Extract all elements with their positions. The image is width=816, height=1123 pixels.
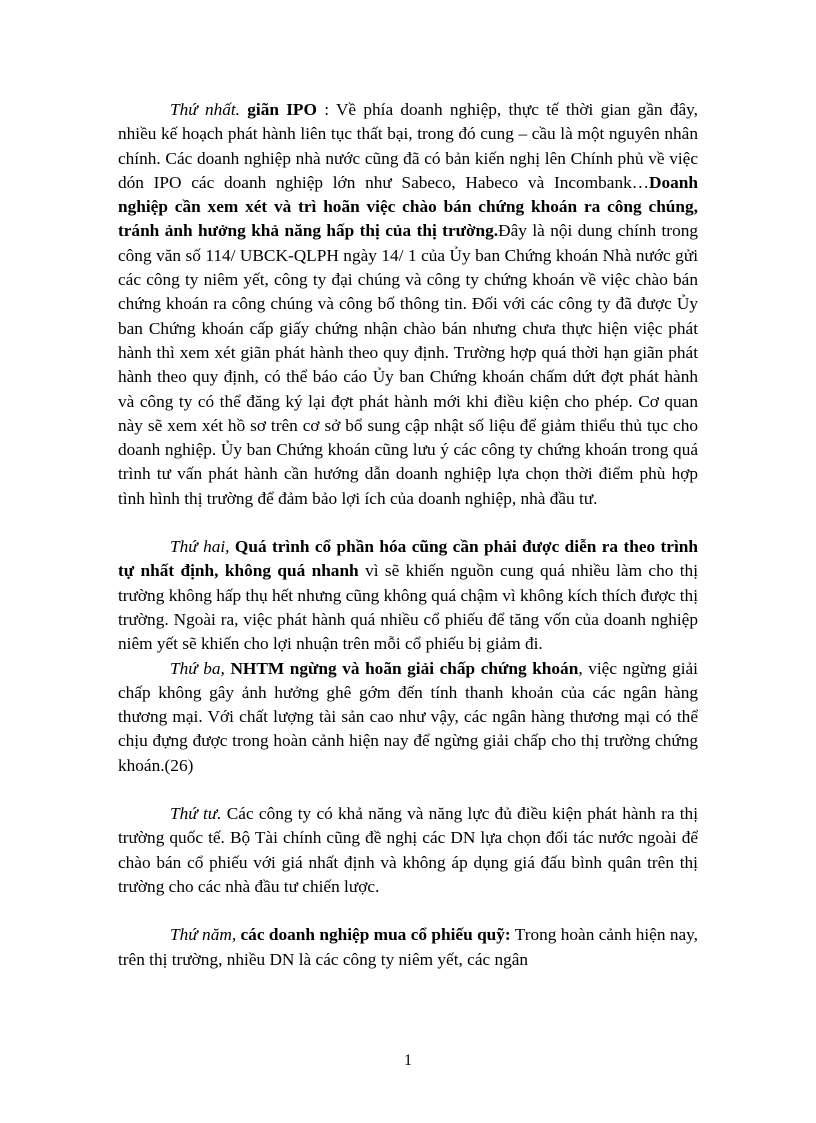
emphasis-text: Quá trình cổ phần hóa cũng cần phải được diễn ra theo trình tự nhất định, không quá nhanh — [118, 537, 698, 581]
document-body — [118, 98, 698, 972]
emphasis-text: Doanh nghiệp cần xem xét và trì hoãn việc chào bán chứng khoán ra công chúng, tránh ảnh hưởng khả năng hấp thị của thị trường. — [118, 172, 698, 241]
emphasis-text: NHTM ngừng và hoãn giải chấp chứng khoán — [230, 658, 579, 678]
body-text: Đây là nội dung chính trong công văn số 114/ UBCK-QLPH ngày 14/ 1 của Ủy ban Chứng khoán Nhà nước gửi các công ty niêm yết, công ty đại chúng và công ty chứng khoán về việc chào bán chứng khoán ra công chúng và công bố thông tin. Đối với các công ty đã được Ủy ban Chứng khoán cấp giấy chứng nhận chào bán nhưng chưa thực hiện việc phát hành thì xem xét giãn phát hành theo quy định. Trường hợp quá thời hạn giãn phát hành theo quy định, có thể báo cáo Ủy ban Chứng khoán chấm dứt đợt phát hành và công ty có thể đăng ký lại đợt phát hành mới khi điều kiện cho phép. Cơ quan này sẽ xem xét hồ sơ trên cơ sở bổ sung cập nhật số liệu để giảm thiểu thủ tục cho doanh nghiệp. Ủy ban Chứng khoán cũng lưu ý các công ty chứng khoán trong quá trình tư vấn phát hành cần hướng dẫn doanh nghiệp lựa chọn thời điểm phù hợp tình hình thị trường để đảm bảo lợi ích của doanh nghiệp, nhà đầu tư. — [118, 221, 698, 508]
body-text: Trong hoàn cảnh hiện nay, trên thị trường, nhiều DN là các công ty niêm yết, các ngân — [118, 925, 698, 969]
paragraph-lead: Thứ năm, — [170, 925, 237, 945]
paragraph-lead: Thứ ba, — [170, 658, 225, 678]
emphasis-text: giãn IPO — [247, 100, 317, 119]
paragraph-thu-tu — [118, 802, 698, 899]
body-text: : Về phía doanh nghiệp, thực tế thời gian gần đây, nhiều kế hoạch phát hành liên tục thất bại, trong đó cung – cầu là một nguyên nhân chính. Các doanh nghiệp nhà nước cũng đã có bản kiến nghị lên Chính phủ về việc dón IPO các doanh nghiệp lớn như Sabeco, Habeco và Incombank… — [118, 100, 698, 192]
paragraph-lead: Thứ nhất. — [170, 100, 240, 119]
body-text: Các công ty có khả năng và năng lực đủ điều kiện phát hành ra thị trường quốc tế. Bộ Tài chính cũng đề nghị các DN lựa chọn đối tác nước ngoài để chào bán cổ phiếu với giá nhất định và không áp dụng giá đấu bình quân trên thị trường cho các nhà đầu tư chiến lược. — [118, 804, 698, 896]
emphasis-text: các doanh nghiệp mua cổ phiếu quỹ: — [240, 925, 511, 945]
paragraph-gap — [118, 511, 698, 535]
paragraph-thu-nhat — [118, 98, 698, 511]
paragraph-lead: Thứ tư. — [170, 804, 222, 824]
paragraph-gap — [118, 778, 698, 802]
paragraph-lead: Thứ hai, — [170, 537, 230, 557]
paragraph-thu-hai — [118, 535, 698, 656]
paragraph-gap — [118, 899, 698, 923]
body-text: vì sẽ khiến nguồn cung quá nhiều làm cho thị trường không hấp thụ hết nhưng cũng không quá chậm vì không kích thích được thị trường. Ngoài ra, việc phát hành quá nhiều cổ phiếu để tăng vốn của doanh nghiệp niêm yết sẽ khiến cho lợi nhuận trên mỗi cổ phiếu bị giảm đi. — [118, 561, 698, 654]
body-text: , việc ngừng giải chấp không gây ảnh hưởng ghê gớm đến tính thanh khoản của các ngân hàng thương mại. Với chất lượng tài sản cao như vậy, các ngân hàng thương mại có thể chịu đựng được trong hoàn cảnh hiện nay để ngừng giải chấp cho thị trường chứng khoán.(26) — [118, 658, 698, 775]
page-number: 1 — [404, 1052, 412, 1069]
paragraph-thu-ba — [118, 657, 698, 778]
paragraph-thu-nam — [118, 923, 698, 972]
